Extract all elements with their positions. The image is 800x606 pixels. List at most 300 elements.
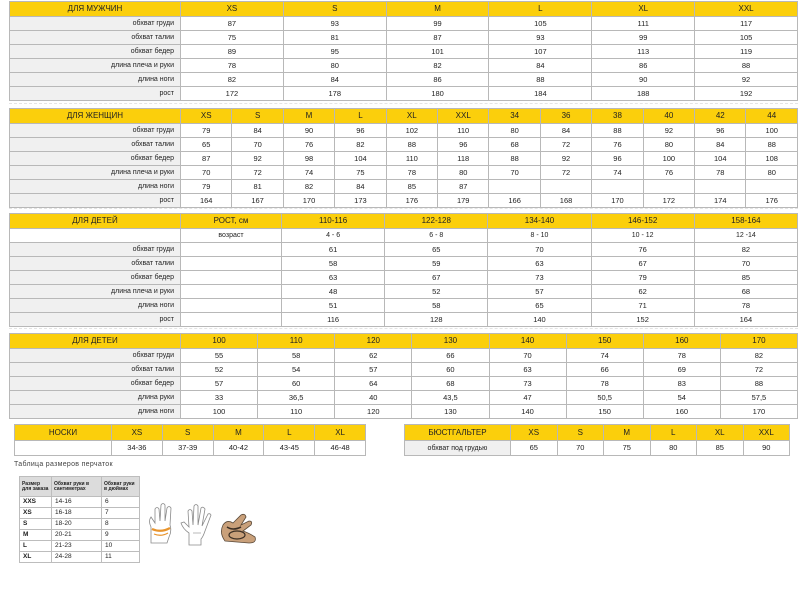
size-header: 158-164 [694,214,797,229]
cell: 172 [643,194,694,208]
cell: 58 [258,349,335,363]
cell: 50,5 [566,391,643,405]
cell: 80 [643,138,694,152]
height-header: РОСТ, см [181,214,282,229]
cell: 116 [282,313,385,327]
row-label: обхват бедер [10,377,181,391]
cell: 82 [386,59,489,73]
cell: 96 [438,138,489,152]
cell: 85 [386,180,437,194]
cell: 105 [695,31,798,45]
women-header-row [10,109,798,124]
size-header: M [213,425,264,441]
section-divider [9,103,798,104]
cell: 84 [283,73,386,87]
cell: 88 [746,138,798,152]
cell: 47 [489,391,566,405]
cell: 90 [283,124,334,138]
cell: 160 [643,405,720,419]
size-header: M [283,109,334,124]
cell: 68 [412,377,489,391]
table-row [10,73,798,87]
cell: XS [20,508,52,519]
cell: 82 [335,138,386,152]
cell: 66 [566,363,643,377]
row-label: обхват груди [10,17,181,31]
cell: 65 [181,138,232,152]
cell: 59 [385,257,488,271]
size-header: 160 [643,334,720,349]
size-header: XL [315,425,366,441]
blank-cell [10,229,181,243]
size-header: XXL [695,2,798,17]
cell: 79 [591,271,694,285]
table-row [10,285,798,299]
table-row [10,180,798,194]
cell: 110 [386,152,437,166]
cell: 96 [695,124,746,138]
cell: 16-18 [52,508,102,519]
cell: 63 [488,257,591,271]
cell: 164 [694,313,797,327]
size-header: XS [181,2,284,17]
cell: 86 [386,73,489,87]
cell: 90 [592,73,695,87]
cell: 80 [746,166,798,180]
cell: 111 [592,17,695,31]
table-row [10,391,798,405]
cell: 140 [488,313,591,327]
cell: 76 [283,138,334,152]
cell: 170 [720,405,797,419]
cell: 20-21 [52,530,102,541]
bra-size-table [404,424,790,456]
cell: 78 [566,377,643,391]
cell: 173 [335,194,386,208]
men-size-table [9,1,798,101]
size-header: 130 [412,334,489,349]
cell: 76 [643,166,694,180]
cell [643,180,694,194]
cell: 60 [412,363,489,377]
gloves-size-table [19,476,140,563]
cell: 58 [385,299,488,313]
cell: 14-16 [52,497,102,508]
cell: 87 [181,17,284,31]
cell: 12 -14 [694,229,797,243]
cell: 82 [720,349,797,363]
size-header: S [557,425,604,441]
cell: 55 [181,349,258,363]
cell: 81 [283,31,386,45]
cell: 6 - 8 [385,229,488,243]
cell: 48 [282,285,385,299]
cell: 172 [181,87,284,101]
table-row [20,552,140,563]
blank-cell [181,299,282,313]
cell: 84 [540,124,591,138]
cell: 9 [102,530,140,541]
table-row [10,166,798,180]
size-header: XL [697,425,744,441]
cell: 84 [695,138,746,152]
cell: 78 [386,166,437,180]
section-divider [9,208,798,209]
cell: 166 [489,194,540,208]
cell: 68 [489,138,540,152]
size-header: 42 [695,109,746,124]
size-header: 140 [489,334,566,349]
cell: 6 [102,497,140,508]
cell: 52 [181,363,258,377]
size-header: 150 [566,334,643,349]
cell: 40 [335,391,412,405]
cell: 85 [694,271,797,285]
cell: 87 [181,152,232,166]
cell: 60 [258,377,335,391]
cell: 64 [335,377,412,391]
size-header: 100 [181,334,258,349]
cell: 76 [592,138,643,152]
size-header: M [386,2,489,17]
cell: S [20,519,52,530]
cell: 88 [695,59,798,73]
table-row [10,313,798,327]
kids-height-title: ДЛЯ ДЕТЕЙ [10,214,181,229]
cell: 87 [386,31,489,45]
cell: 92 [695,73,798,87]
size-header: 122-128 [385,214,488,229]
row-label: обхват груди [10,243,181,257]
table-row [10,17,798,31]
cell: 88 [720,377,797,391]
size-header: 146-152 [591,214,694,229]
cell: 100 [643,152,694,166]
cell: 57 [488,285,591,299]
kids-size-header-row [10,334,798,349]
size-header: 134-140 [488,214,591,229]
table-row [10,243,798,257]
size-header: L [335,109,386,124]
cell: XXS [20,497,52,508]
cell: 104 [335,152,386,166]
cell: 80 [438,166,489,180]
cell [540,180,591,194]
cell: 70 [557,441,604,456]
hand-side-icon [221,514,255,543]
table-row [20,519,140,530]
cell: 100 [181,405,258,419]
cell: 89 [181,45,284,59]
cell: 10 - 12 [591,229,694,243]
size-header: XS [511,425,558,441]
size-header: 120 [335,334,412,349]
table-row [20,508,140,519]
row-label: обхват под грудью [405,441,511,456]
table-row [10,45,798,59]
cell: 24-28 [52,552,102,563]
cell: 170 [283,194,334,208]
table-row [405,441,790,456]
cell: 119 [695,45,798,59]
cell: 70 [694,257,797,271]
cell: 82 [181,73,284,87]
cell: 192 [695,87,798,101]
row-label: обхват бедер [10,45,181,59]
cell: 67 [385,271,488,285]
cell: 78 [695,166,746,180]
cell: 65 [385,243,488,257]
row-label: длина ноги [10,299,181,313]
column-header: Размер для заказа [20,477,52,497]
men-title: ДЛЯ МУЖЧИН [10,2,181,17]
cell: 62 [591,285,694,299]
cell [746,180,798,194]
cell: 82 [694,243,797,257]
cell: 176 [386,194,437,208]
table-row [10,377,798,391]
cell: 178 [283,87,386,101]
socks-size-table [14,424,366,456]
size-header: L [489,2,592,17]
cell: 99 [592,31,695,45]
cell: L [20,541,52,552]
cell: 75 [335,166,386,180]
size-header: S [283,2,386,17]
table-row [10,257,798,271]
women-title: ДЛЯ ЖЕНЩИН [10,109,181,124]
table-row [10,363,798,377]
cell: 57 [181,377,258,391]
cell: 96 [592,152,643,166]
row-label: рост [10,194,181,208]
cell: 100 [746,124,798,138]
table-row [10,138,798,152]
row-label: длина плеча и руки [10,166,181,180]
cell: 92 [643,124,694,138]
cell: 179 [438,194,489,208]
cell: 67 [591,257,694,271]
cell: 78 [181,59,284,73]
cell: 93 [283,17,386,31]
cell: 108 [746,152,798,166]
cell: 57 [335,363,412,377]
cell: 65 [488,299,591,313]
bra-title: БЮСТГАЛЬТЕР [405,425,511,441]
cell: 168 [540,194,591,208]
cell: 81 [232,180,283,194]
cell: 107 [489,45,592,59]
cell: 74 [592,166,643,180]
cell: 184 [489,87,592,101]
cell: 58 [282,257,385,271]
blank-cell [181,243,282,257]
cell: 54 [258,363,335,377]
blank-cell [181,257,282,271]
cell: 80 [283,59,386,73]
size-header: L [650,425,697,441]
size-header: 170 [720,334,797,349]
size-header: XL [592,2,695,17]
size-header: L [264,425,315,441]
size-header: XXL [438,109,489,124]
row-label: длина ноги [10,405,181,419]
cell: 74 [283,166,334,180]
cell: 73 [488,271,591,285]
cell: 104 [695,152,746,166]
cell: 80 [489,124,540,138]
cell: 82 [283,180,334,194]
size-header: 36 [540,109,591,124]
cell: 72 [232,166,283,180]
cell: 33 [181,391,258,405]
cell: 51 [282,299,385,313]
cell: 84 [489,59,592,73]
table-row [10,405,798,419]
cell: 72 [540,166,591,180]
table-row [10,349,798,363]
cell: 140 [489,405,566,419]
row-label: длина ноги [10,180,181,194]
cell: 102 [386,124,437,138]
size-header: 44 [746,109,798,124]
row-label: рост [10,313,181,327]
size-header: S [162,425,213,441]
table-row [10,87,798,101]
cell: 105 [489,17,592,31]
section-divider [9,328,798,329]
row-label: обхват бедер [10,271,181,285]
size-header: 34 [489,109,540,124]
row-label: обхват талии [10,363,181,377]
cell: 7 [102,508,140,519]
cell: 99 [386,17,489,31]
cell: 74 [566,349,643,363]
cell: 8 - 10 [488,229,591,243]
cell: 52 [385,285,488,299]
table-row [10,271,798,285]
size-header: 110-116 [282,214,385,229]
cell: 65 [511,441,558,456]
cell: 98 [283,152,334,166]
cell: 110 [438,124,489,138]
cell: 75 [604,441,651,456]
column-header: Обхват руки в дюймах [102,477,140,497]
age-row [10,229,798,243]
cell: 63 [489,363,566,377]
size-header: 38 [592,109,643,124]
cell: 69 [643,363,720,377]
cell: 92 [540,152,591,166]
cell: 76 [591,243,694,257]
cell: 73 [489,377,566,391]
size-header: XS [112,425,163,441]
size-header: M [604,425,651,441]
table-row [20,541,140,552]
blank-cell [15,441,112,456]
size-header: XXL [743,425,790,441]
size-header: S [232,109,283,124]
cell: 128 [385,313,488,327]
cell: 92 [232,152,283,166]
cell: 18-20 [52,519,102,530]
gloves-title: Таблица размеров перчаток [14,461,113,468]
cell: 62 [335,349,412,363]
kids-size-table [9,333,798,419]
table-row [15,441,366,456]
table-row [10,152,798,166]
table-row [10,59,798,73]
men-header-row [10,2,798,17]
column-header: Обхват руки в сантиметрах [52,477,102,497]
row-label: длина плеча и руки [10,285,181,299]
socks-title: НОСКИ [15,425,112,441]
cell: 70 [489,166,540,180]
cell: 164 [181,194,232,208]
table-row [10,194,798,208]
cell: 37-39 [162,441,213,456]
table-row [20,530,140,541]
cell: 54 [643,391,720,405]
cell: 40-42 [213,441,264,456]
cell: 90 [743,441,790,456]
cell: 174 [695,194,746,208]
cell: 79 [181,180,232,194]
cell: 113 [592,45,695,59]
size-header: 110 [258,334,335,349]
cell: 88 [489,152,540,166]
cell: 57,5 [720,391,797,405]
cell: 8 [102,519,140,530]
cell: 93 [489,31,592,45]
blank-cell [181,271,282,285]
cell: 21-23 [52,541,102,552]
cell: 70 [489,349,566,363]
cell: M [20,530,52,541]
table-row [10,31,798,45]
cell: 80 [650,441,697,456]
cell: 88 [489,73,592,87]
size-header: XS [181,109,232,124]
cell: 43,5 [412,391,489,405]
cell: 120 [335,405,412,419]
cell: 36,5 [258,391,335,405]
row-label: обхват талии [10,31,181,45]
cell: 88 [592,124,643,138]
cell: 34-36 [112,441,163,456]
row-label: обхват бедер [10,152,181,166]
blank-cell [181,313,282,327]
hand-measure-icon [150,504,172,544]
cell: 11 [102,552,140,563]
cell: 176 [746,194,798,208]
cell: 85 [697,441,744,456]
row-label: обхват талии [10,257,181,271]
cell: XL [20,552,52,563]
bra-header-row [405,425,790,441]
row-label: обхват талии [10,138,181,152]
gloves-header-row [20,477,140,497]
cell: 4 - 6 [282,229,385,243]
cell: 72 [540,138,591,152]
hand-spread-icon [181,505,211,546]
row-label: обхват груди [10,124,181,138]
age-label: возраст [181,229,282,243]
cell: 43-45 [264,441,315,456]
row-label: обхват груди [10,349,181,363]
cell: 10 [102,541,140,552]
cell: 95 [283,45,386,59]
